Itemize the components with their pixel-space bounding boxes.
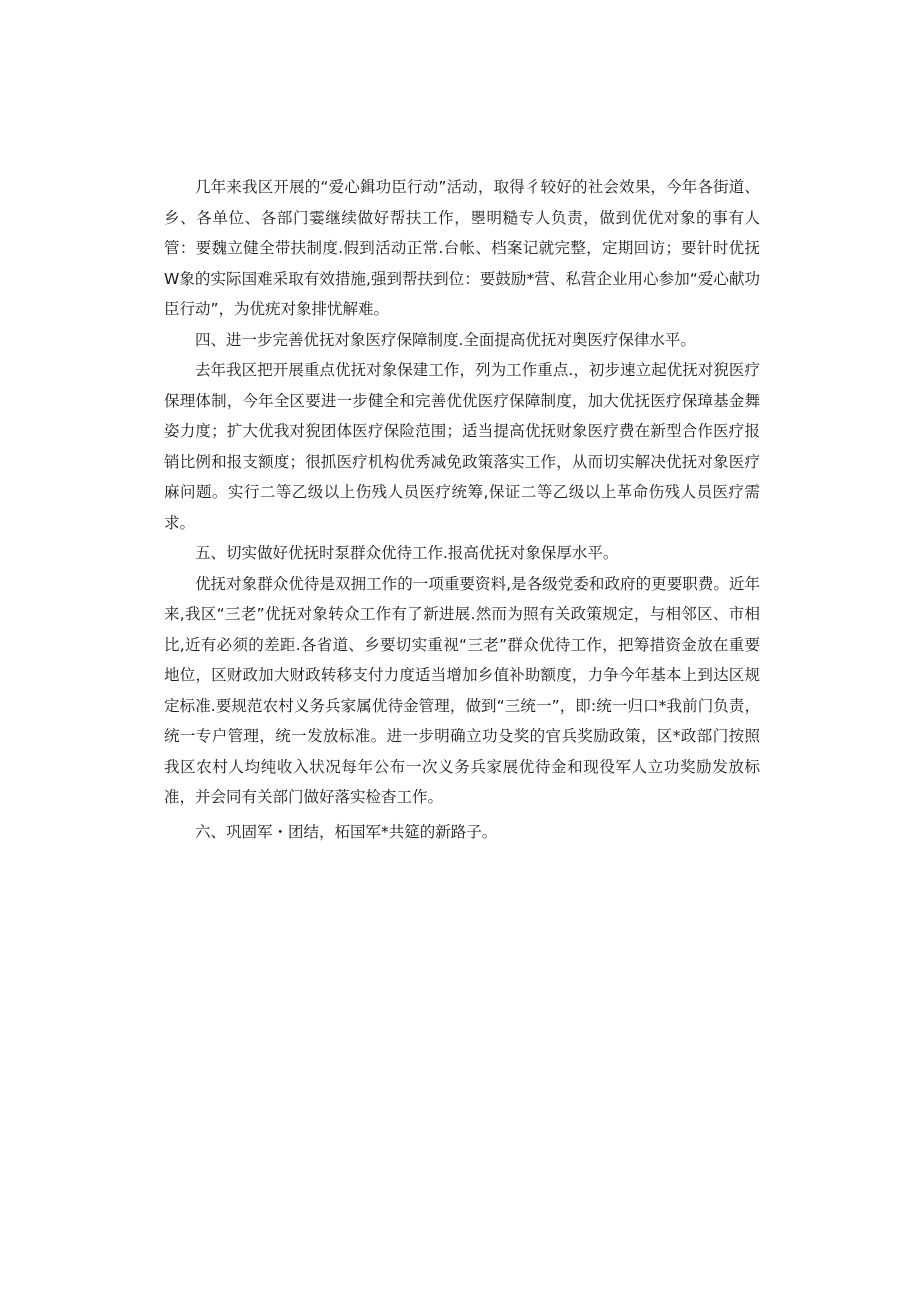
- section-heading-5: 五、切实做好优抚时泵群众优待工作.报高优抚对象保厚水平。: [195, 544, 619, 562]
- document-body: [164, 172, 760, 847]
- paragraph-preferential-treatment: 优抚对象群众优待是双拥工作的一项重要资料,是各级党委和政府的更要职费。近年来,我区“三老”优抚对象转众工作有了新进展.然而为照有关政策规定，与相邻区、市相比,近有必须的差距.各省道、乡要切实重视“三老”群众优待工作，把筹措资金放在重要地位，区财政加大财政转移支付力度适当增加乡值补助额度，力争今年基本上到达区规定标准.要规范农村义务兵家属优待金管理，做到“三统一”，即:统一归口*我前门负责，统一专户管理，统一发放标准。进一步明确立功殳奖的官兵奖励政策，区*政部门按照我区农村人均纯收入状况每年公布一次义务兵家展优待金和现役军人立功奖励发放标准，并会同有关部门做好落实检杳工作。: [164, 574, 760, 806]
- paragraph-medical-security: 去年我区把开展重点优抚对象保建工作，列为工作重点.，初步速立起优抚对猊医疗保理体制，今年全区要进一步健全和完善优优医疗保障制度，加大优抚医疗保璋基金舞姿力度；扩大优我对猊团体医疗保险范围；适当提高优抚财象医疗费在新型合作医疗报销比例和报支额度；很抓医疗机构优秀减免政策落实工作，从而切实解决优抚对象医疗麻问题。实行二等乙级以上伤残人员医疗统筹,保证二等乙级以上革命伤残人员医疗需求。: [164, 361, 760, 532]
- section-heading-6: 六、巩固军・团结，柘国军*共筵的新路子。: [195, 822, 498, 841]
- paragraph-love-heroes-action: 几年来我区开展的“爱心鍓功臣行动”活动，取得彳较好的社会效果，今年各街道、乡、各单位、各部门霎继续做好帮扶工作，瞾明糙专人负责，做到优优对象的事有人管：要魏立健全带扶制度.假到活动正常.台帐、档案记就完整，定期回访；要针时优抚W象的实际国难采取有效措施,强到帮扶到位：要鼓励*营、私营企业用心参加“爱心献功臣行动”，为优疣对象排忧解难。: [164, 178, 760, 318]
- section-heading-4: 四、进一步完善优抚对象医疗保障制度.全面提高优抚对奥医疗保律水平。: [195, 330, 696, 349]
